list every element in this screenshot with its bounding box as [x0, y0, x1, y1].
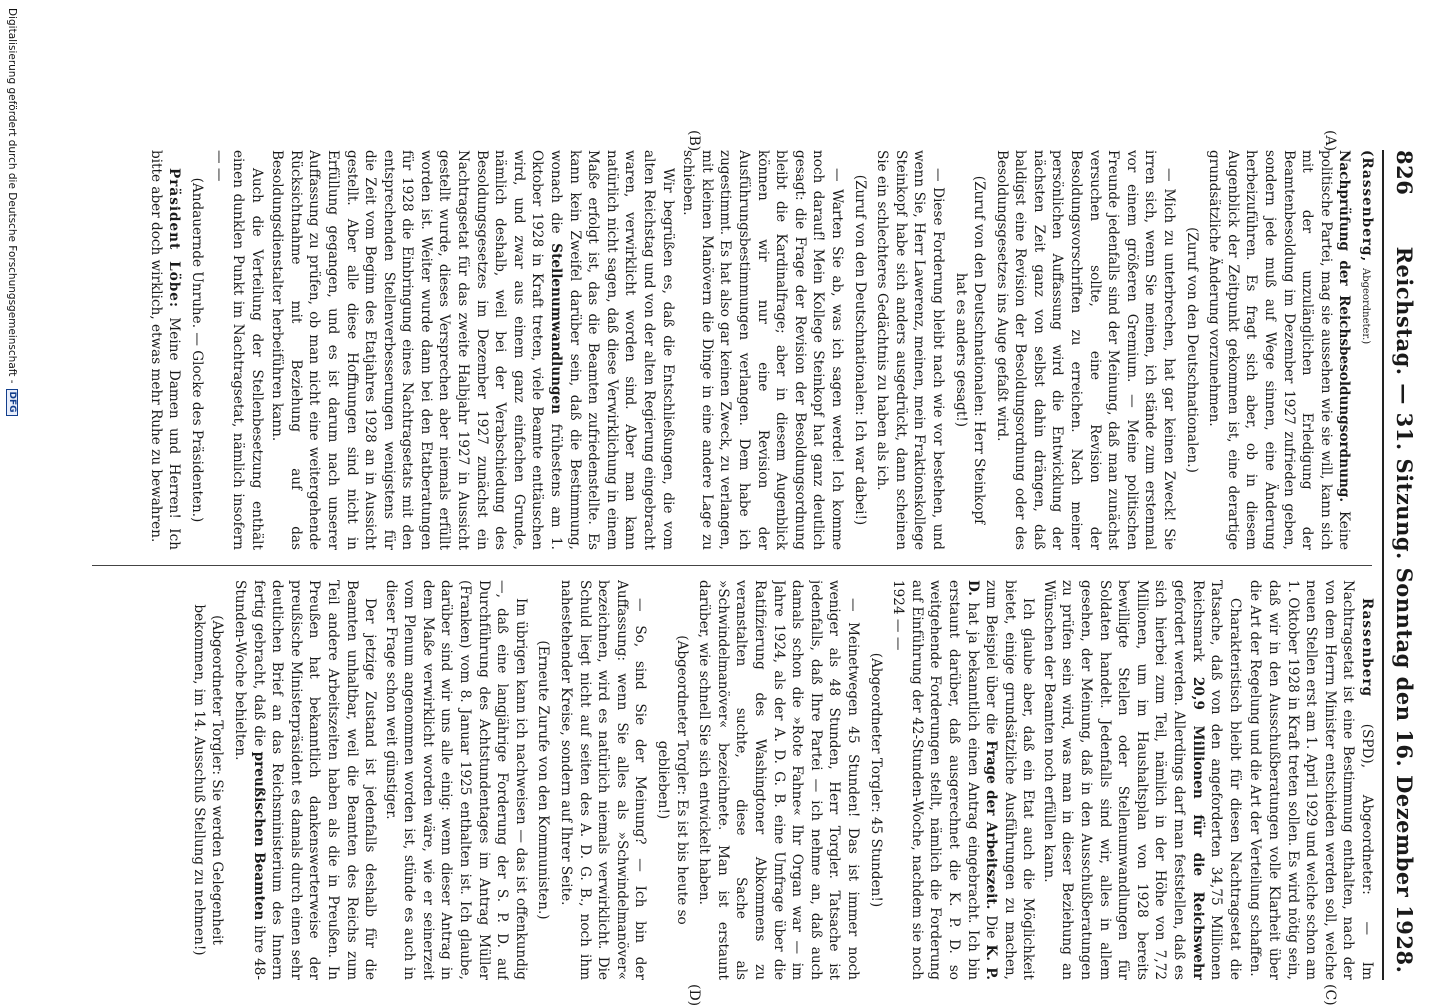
- speaker-name: (Rassenberg,: [1359, 150, 1375, 268]
- paragraph-text: Ich glaube aber, daß ein Etat auch die Möglichkeit bietet, einige grundsätzliche Ausführungen zu machen, zum Beispiel über die: [983, 580, 1037, 980]
- interjection: (Zuruf von den Deutschnationalen.): [1183, 227, 1200, 473]
- interjection: (Abgeordneter Torgler: Sie werden Gelegenheit bekommen, im 14. Ausschuß Stellung zu nehmen!): [190, 604, 226, 956]
- margin-marker-a: (A): [1322, 130, 1338, 152]
- interjection: (Abgeordneter Torgler: 45 Stunden!): [867, 652, 884, 908]
- paragraph: Auch die Verteilung der Stellenbesetzung enthält einen dunklen Punkt im Nachtragsetat, nämlich insofern — —: [211, 150, 265, 550]
- right-column: [86, 580, 1376, 980]
- paragraph: — Warten Sie ab, was ich sagen werde! Ich komme noch darauf! Mein Kollege Steinkopf hat ganz deutlich gesagt: die Frage der Revision der Besoldungsordnung bleibt die Kardinalfrage; aber in diesem Augenblick können wir nur eine Revision der Ausführungsbestimmungen verlangen. Dem habe ich zugestimmt. Es hat also gar keinen Zweck, zu verlangen, mit kleinen Manövern die Dinge in eine andere Lage zu schieben.: [680, 150, 845, 550]
- speaker-name: Präsident Löbe:: [166, 168, 183, 308]
- digitization-footer: [4, 0, 20, 1000]
- paragraph: — Mich zu unterbrechen, hat gar keinen Zweck! Sie irren sich, wenn Sie meinen, ich stände zum erstenmal vor einem größeren Gremium. — Meine politischen Freunde jedenfalls sind der Meinung, daß man zunächst versuchen sollte, eine Revision der Besoldungsvorschriften zu erreichen. Nach meiner persönlichen Auffassung wird die Entwicklung der nächsten Zeit ganz von selbst dahin drängen, daß baldigst eine Revision der Besoldungsordnung oder des Besoldungsgesetzes ins Auge gefaßt wird.: [993, 150, 1178, 550]
- speaker-name: Rassenberg: [1359, 598, 1375, 698]
- left-column: [86, 150, 1376, 550]
- paragraph-text: Charakteristisch bleibt für diesen Nachtragsetat die Tatsache, daß von den angeforderten 34,75 Millionen Reichsmark: [1189, 580, 1243, 980]
- header-rule: [1382, 150, 1384, 980]
- paragraph-text: Der jetzige Zustand ist jedenfalls deshalb für die Beamten unhaltbar, weil die Beamten des Reichs zum Teil andere Arbeitszeiten haben als die in Preußen. In Preußen hat bekanntlich dankenswerterweise der preußische Ministerpräsident es damals durch einen sehr deutlichen Brief an das Reichsministerium des Innern fertig gebracht, daß die: [250, 580, 379, 980]
- paragraph-text: ihre 48-Stunden-Woche behielten.: [231, 580, 267, 980]
- paragraph: [1355, 150, 1376, 550]
- interjection: (Erneute Zurufe von den Kommunisten.): [535, 640, 552, 920]
- speaker-role: Abgeordneter.): [1360, 267, 1371, 345]
- page-title: Reichstag. — 31. Sitzung. Sonntag den 16. Dezember 1928.: [1392, 246, 1418, 974]
- emphasis: 20,9 Millionen für die Reichswehr: [1189, 676, 1206, 980]
- paragraph: [889, 580, 1038, 980]
- interjection: (Zuruf von den Deutschnationalen: Herr Steinkopf hat es anders gesagt!): [952, 175, 988, 525]
- paragraph-text: Keine politische Partei, mag sie aussehen wie sie will, kann sich mit der unzulänglichen Erledigung der Beamtenbesoldung im Dezember 1927 zufrieden geben, sondern jede muß auf Wege sinnen, eine Änderung herbeizuführen. Es fragt sich aber, ob in diesem Augenblick der Zeitpunkt gekommen ist, eine derartige grundsätzliche Änderung vorzunehmen.: [1206, 150, 1353, 550]
- emphasis: Frage der Arbeitszeit.: [983, 740, 1000, 910]
- page-number: 826: [1392, 150, 1418, 196]
- column-divider: [92, 565, 1372, 566]
- paragraph-text: Meine Damen und Herren! Ich bitte aber doch wirklich, etwas mehr Ruhe zu bewahren.: [147, 150, 183, 550]
- paragraph-text: gefordert werden. Allerdings darf man feststellen, daß es sich hierbei zum Teil, nämlich in der Höhe von 7,72 Millionen, um im Haushaltsplan von 1928 bereits bewilligte Stellen oder Stellenumwandlungen für Soldaten handelt. Jedenfalls sind wir, alles in allem gesehen, der Meinung, daß in den Ausschußberatungen zu prüfen sein wird, was man in dieser Beziehung an Wünschen der Beamten noch erfüllen kann.: [1040, 580, 1188, 980]
- page-header: [1388, 150, 1422, 980]
- dfg-logo: DFG: [6, 389, 18, 416]
- paragraph: [1246, 580, 1376, 980]
- paragraph: — Meinetwegen 45 Stunden! Das ist immer noch weniger als 48 Stunden, Herr Torgler. Tatsache ist jedenfalls, daß Ihre Partei — ich nehme an, daß auch damals schon die »Rote Fahne« Ihr Organ war — im Jahre 1924, als der A. D. G. B. eine Umfrage über die Ratifizierung des Washingtoner Abkommens zu veranstalten suchte, diese Sache als »Schwindelmanöver« bezeichnete. Man ist erstaunt darüber, wie schnell Sie sich entwickelt haben.: [696, 580, 861, 980]
- paragraph-text: hat ja bekanntlich einen Antrag eingebracht. Ich bin erstaunt darüber, daß ausgerechnet die K. P. D. so weitgehende Forderungen stellt, nämlich die Forderung auf Einführung der 42-Stunden-Woche, nachdem sie noch 1924 — —: [890, 580, 981, 980]
- emphasis: K. P. D.: [964, 580, 1000, 980]
- paragraph-text: frühestens am 1. Oktober 1928 in Kraft treten, viele Beamte enttäuschen wird, und zwar aus einem ganz einfachen Grunde, nämlich deshalb, weil bei der Verabschiedung des Besoldungsgesetzes im Dezember 1927 zunächst ein Nachtragsetat für das zweite Halbjahr 1927 in Aussicht gestellt wurde, dieses Versprechen aber niemals erfüllt worden ist. Weiter wurde dann bei den Etatberatungen für 1928 die Einbringung eines Nachtragsetats mit den entsprechenden Stellenverbesserungen wenigstens für die Zeit vom Beginn des Etatjahres 1928 an in Aussicht gestellt. Aber alle diese Hoffnungen sind nicht in Erfüllung gegangen, und es ist darum nach unserer Auffassung zu prüfen, ob man nicht eine weitergehende Rücksichtnahme mit Beziehung auf das Besoldungsdienstalter herbeiführen kann.: [269, 150, 565, 550]
- emphasis: preußischen Beamten: [250, 751, 267, 921]
- margin-marker-d: (D): [686, 984, 702, 1006]
- paragraph: [1205, 150, 1354, 550]
- emphasis: Nachprüfung der Reichsbesoldungsordnung.: [1336, 150, 1353, 503]
- paragraph: — So, sind Sie der Meinung? — Ich bin der Auffassung: wenn Sie alles als »Schwindelmanöver« bezeichnen, wird es natürlich niemals verwirklicht. Die Schuld liegt nicht auf seiten des A. D. G. B., noch ihm nahestehender Kreise, sondern auf Ihrer Seite.: [558, 580, 649, 980]
- paragraph: — Diese Forderung bleibt nach wie vor bestehen, und wenn Sie, Herr Lawerenz, meinen, mein Fraktionskollege Steinkopf habe sich anders ausgedrückt, dann scheinen Sie ein schlechteres Gedächtnis zu haben als ich.: [874, 150, 946, 550]
- paragraph-text: Die: [983, 909, 1000, 945]
- paragraph: [146, 150, 183, 550]
- margin-marker-c: (C): [1322, 984, 1338, 1006]
- interjection: (Zuruf von den Deutschnationalen: Ich war dabei!): [851, 174, 868, 526]
- paragraph: Im übrigen kann ich nachweisen — das ist offenkundig —, daß eine langjährige Forderung der S. P. D. auf Durchführung des Achtstundentages im Antrag Müller (Franken) vom 8. Januar 1925 enthalten ist. Ich glaube, darüber sind wir uns alle einig: wenn dieser Antrag in dem Maße verwirklicht worden wäre, wie er seinerzeit vom Plenum angenommen worden ist, stünde es auch in dieser Frage schon weit günstiger.: [382, 580, 529, 980]
- interjection: (Abgeordneter Torgler: Es ist bis heute so geblieben!): [655, 635, 690, 925]
- footer-text: Digitalisierung gefördert durch die Deutsche Forschungsgemeinschaft -: [6, 8, 18, 384]
- paragraph: [268, 150, 677, 550]
- margin-marker-b: (B): [686, 130, 702, 152]
- interjection: (Andauernde Unruhe. — Glocke des Präsidenten.): [188, 177, 205, 523]
- paragraph-text: (SPD), Abgeordneter: — Im Nachtragsetat ist eine Bestimmung enthalten, nach der von dem Herrn Minister entschieden werden soll, welche neuen Stellen erst am 1. April 1929 und welche schon am 1. Oktober 1928 in Kraft treten sollen. Es wird nötig sein, daß wir in den Ausschußberatungen volle Klarheit über die Art der Regelung und die Art der Verteilung schaffen.: [1247, 580, 1375, 980]
- emphasis: Stellenumwandlungen: [548, 243, 565, 415]
- paragraph: [1039, 580, 1244, 980]
- paragraph: [230, 580, 379, 980]
- paragraph-text: Wir begrüßen es, daß die Entschließungen, die vom alten Reichstag und von der alten Regierung eingebracht waren, verwirklicht worden sind. Aber man kann natürlich nicht sagen, daß diese Verwirklichung in einem Maße erfolgt ist, das die Beamten zufriedenstellte. Es kann kein Zweifel darüber sein, daß die Bestimmung, wonach die: [548, 150, 676, 550]
